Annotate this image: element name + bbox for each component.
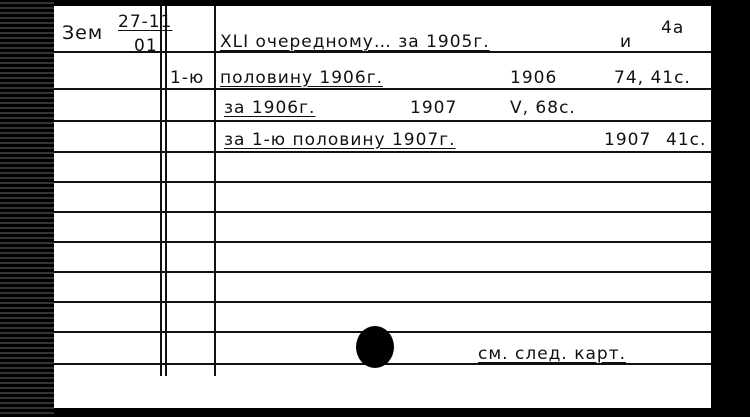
entry-year: 1907 (604, 130, 652, 150)
catalog-card (54, 6, 711, 408)
code-sub: 01 (134, 36, 158, 56)
code-top: 27-11 (118, 12, 173, 32)
ruled-line (54, 241, 711, 243)
corner-number: 4а (661, 18, 685, 38)
ruled-line (54, 181, 711, 183)
ruled-line (54, 301, 711, 303)
column-rule (214, 6, 216, 376)
ruled-line (54, 120, 711, 122)
entry-amount: 41с. (666, 130, 707, 150)
ink-blot (356, 326, 394, 368)
ruled-line (54, 211, 711, 213)
column-rule (160, 6, 162, 376)
entry-amount: V, 68с. (510, 98, 576, 118)
entry-text: за 1906г. (224, 98, 316, 118)
code-prefix: Зем (62, 22, 104, 44)
column-rule (165, 6, 167, 376)
entry-amount: и (620, 32, 633, 52)
ruled-line (54, 151, 711, 153)
entry-text: XLI очередному… за 1905г. (220, 32, 490, 52)
scan-edge (0, 0, 54, 417)
entry-year: 1907 (410, 98, 458, 118)
ruled-line (54, 271, 711, 273)
entry-text: половину 1906г. (220, 68, 384, 88)
entry-text: за 1-ю половину 1907г. (224, 130, 456, 150)
entry-year: 1906 (510, 68, 558, 88)
entry-col: 1-ю (170, 68, 205, 88)
ruled-line (54, 88, 711, 90)
footer-note: см. след. карт. (478, 344, 626, 364)
entry-amount: 74, 41с. (614, 68, 691, 88)
